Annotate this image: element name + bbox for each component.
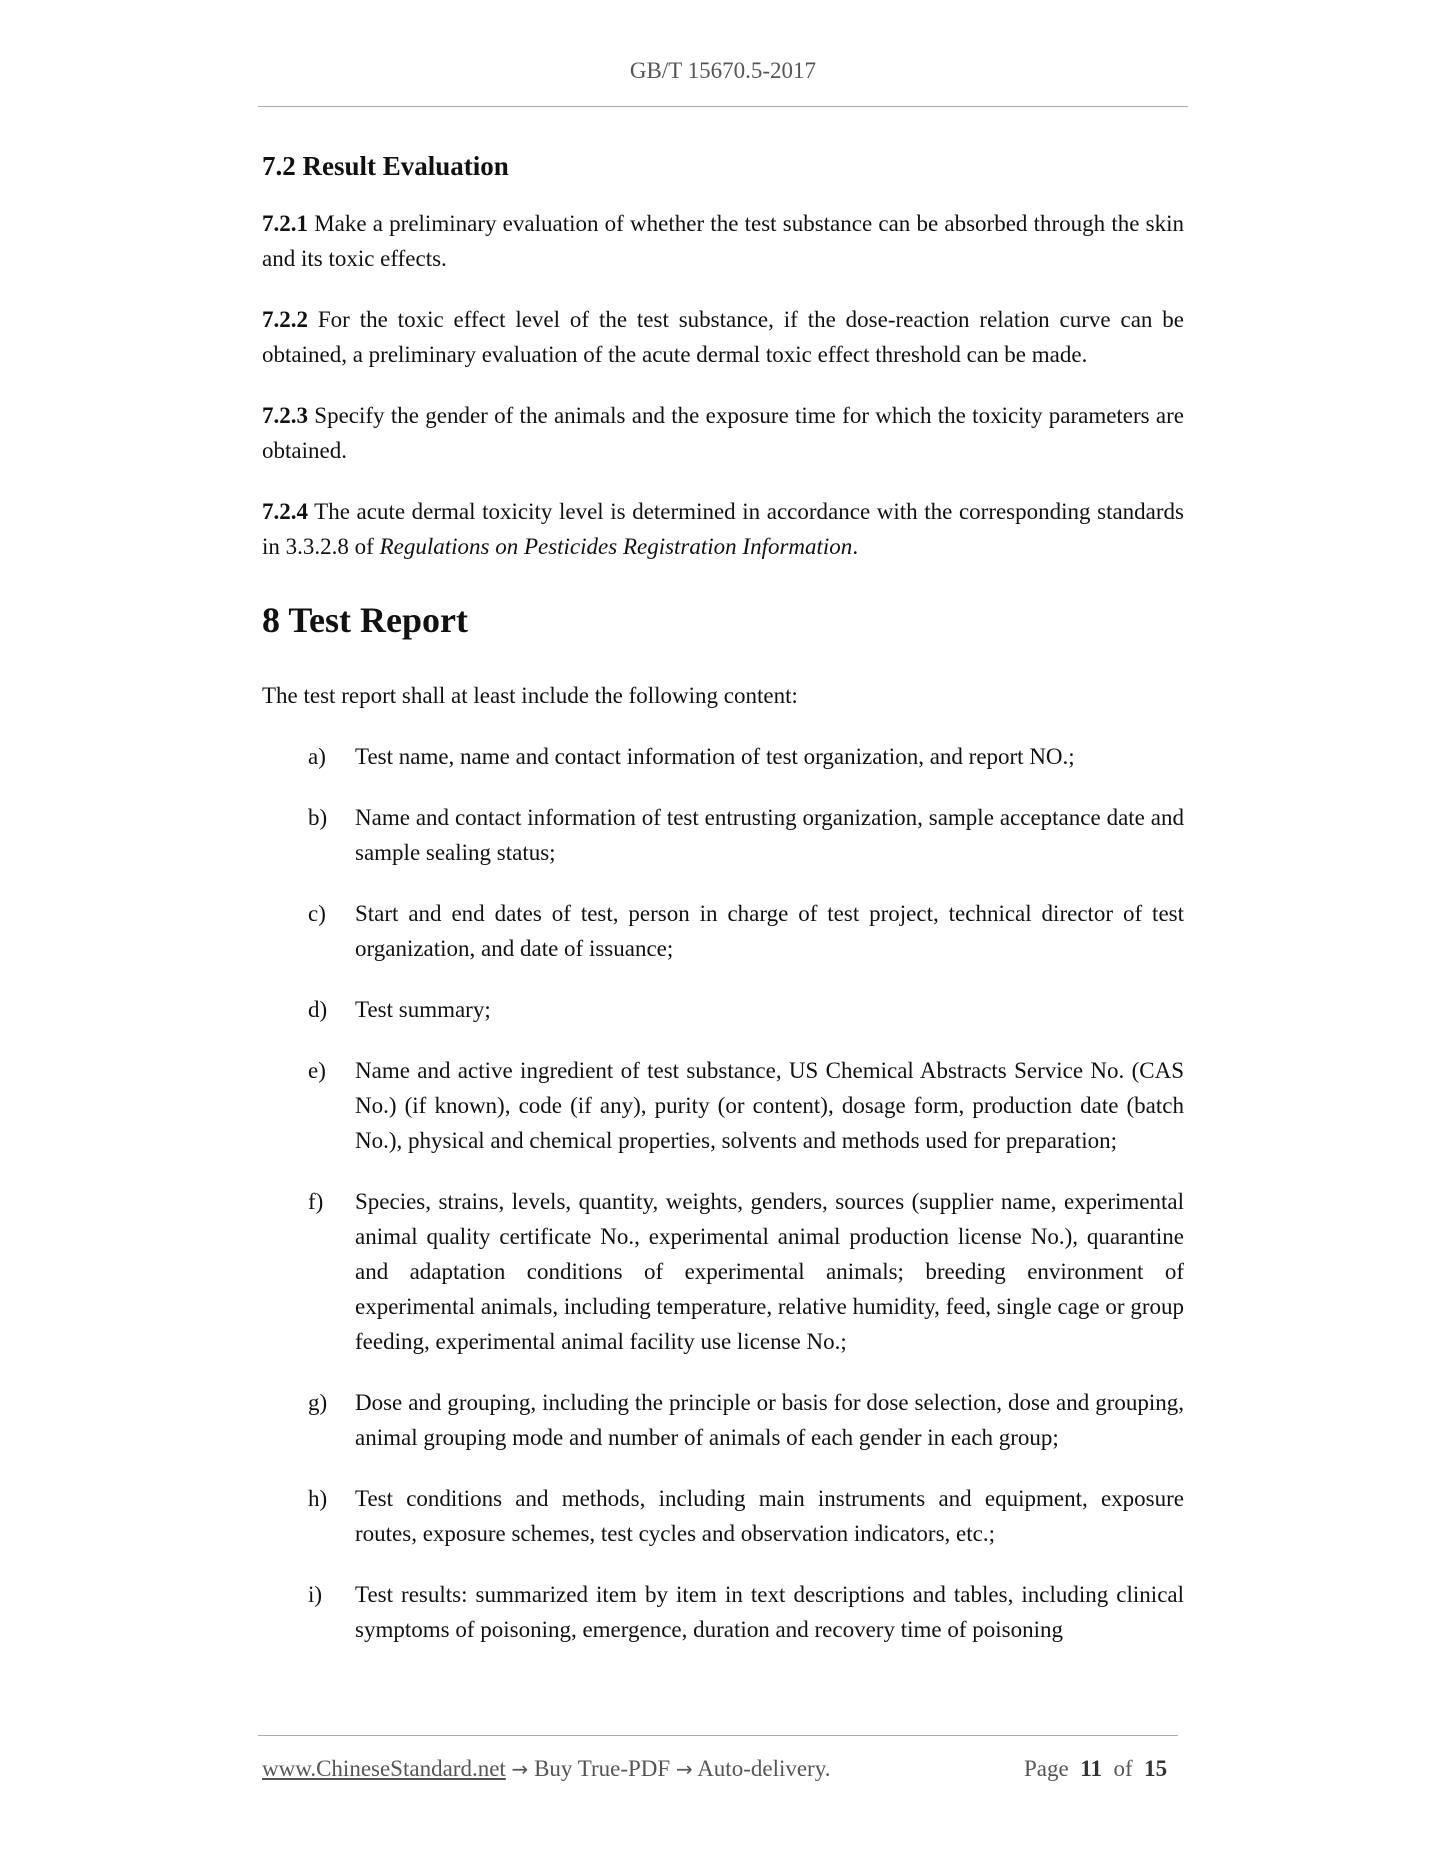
footer-promo [262, 1754, 830, 1784]
list-marker: a) [308, 744, 326, 769]
list-marker: d) [308, 997, 328, 1022]
list-item [262, 1577, 1184, 1647]
arrow-right-icon: → [675, 1757, 693, 1781]
list-item [262, 800, 1184, 870]
list-item [262, 1481, 1184, 1551]
clause-text: Make a preliminary evaluation of whether the test substance can be absorbed through the skin and its toxic effects. [262, 211, 1184, 271]
clause-7-2-2 [262, 302, 1184, 372]
list-item [262, 1385, 1184, 1455]
page-content [262, 148, 1184, 1673]
list-marker: f) [308, 1189, 324, 1214]
list-item [262, 739, 1184, 774]
footer-buy-text: Buy True-PDF [528, 1756, 676, 1781]
page-indicator [1024, 1754, 1167, 1784]
regulation-title: Regulations on Pesticides Registration Information [379, 534, 853, 559]
clause-7-2-4 [262, 494, 1184, 564]
list-item-text: Test results: summarized item by item in text descriptions and tables, including clinical symptoms of poisoning, emergence, duration and recovery time of poisoning [355, 1582, 1184, 1642]
total-page-number: 15 [1144, 1756, 1168, 1781]
list-item-text: Test conditions and methods, including main instruments and equipment, exposure routes, exposure schemes, test cycles and observation indicators, etc.; [355, 1486, 1184, 1546]
list-item-text: Test summary; [355, 997, 491, 1022]
chinesestandard-link[interactable]: www.ChineseStandard.net [262, 1756, 506, 1781]
clause-tail: . [852, 534, 859, 559]
document-header-title: GB/T 15670.5-2017 [629, 58, 817, 83]
header-divider [258, 106, 1188, 107]
list-marker: b) [308, 805, 328, 830]
section-heading-8: 8 Test Report [262, 600, 468, 640]
clause-number: 7.2.2 [262, 307, 308, 332]
list-item [262, 992, 1184, 1027]
clause-number: 7.2.1 [262, 211, 308, 236]
current-page-number: 11 [1080, 1756, 1102, 1781]
clause-7-2-3 [262, 398, 1184, 468]
list-marker: h) [308, 1486, 328, 1511]
list-item-text: Species, strains, levels, quantity, weights, genders, sources (supplier name, experimental animal quality certificate No., experimental animal production license No.), quarantine and adaptation conditions of experimental animals; breeding environment of experimental animals, including temperature, relative humidity, feed, single cage or group feeding, experimental animal facility use license No.; [355, 1189, 1184, 1354]
section-heading-7-2: 7.2 Result Evaluation [262, 151, 509, 181]
list-item [262, 896, 1184, 966]
clause-number: 7.2.3 [262, 403, 308, 428]
list-item-text: Dose and grouping, including the principle or basis for dose selection, dose and grouping, animal grouping mode and number of animals of each gender in each group; [355, 1390, 1184, 1450]
footer-delivery-text: Auto-delivery. [692, 1756, 831, 1781]
clause-7-2-1 [262, 206, 1184, 276]
list-item [262, 1053, 1184, 1158]
list-item-text: Name and active ingredient of test substance, US Chemical Abstracts Service No. (CAS No.) (if known), code (if any), purity (or content), dosage form, production date (batch No.), physical and chemical properties, solvents and methods used for preparation; [355, 1058, 1184, 1153]
footer-divider [258, 1735, 1178, 1736]
list-marker: e) [308, 1058, 326, 1083]
list-marker: i) [308, 1582, 323, 1607]
list-marker: c) [308, 901, 326, 926]
list-marker: g) [308, 1390, 328, 1415]
arrow-right-icon: → [511, 1757, 529, 1781]
clause-text: Specify the gender of the animals and the exposure time for which the toxicity parameters are obtained. [262, 403, 1184, 463]
section-8-intro: The test report shall at least include the following content: [262, 683, 798, 708]
list-item [262, 1184, 1184, 1359]
page-label: Page [1024, 1756, 1069, 1781]
clause-text: For the toxic effect level of the test substance, if the dose-reaction relation curve can be obtained, a preliminary evaluation of the acute dermal toxic effect threshold can be made. [262, 307, 1184, 367]
clause-text: The acute dermal toxicity level is determined in accordance with the corresponding standards in 3.3.2.8 of [262, 499, 1184, 559]
list-item-text: Test name, name and contact information of test organization, and report NO.; [355, 744, 1075, 769]
list-item-text: Start and end dates of test, person in charge of test project, technical director of test organization, and date of issuance; [355, 901, 1184, 961]
report-content-list [262, 739, 1184, 1647]
list-item-text: Name and contact information of test entrusting organization, sample acceptance date and sample sealing status; [355, 805, 1184, 865]
of-label: of [1113, 1756, 1133, 1781]
clause-number: 7.2.4 [262, 499, 308, 524]
